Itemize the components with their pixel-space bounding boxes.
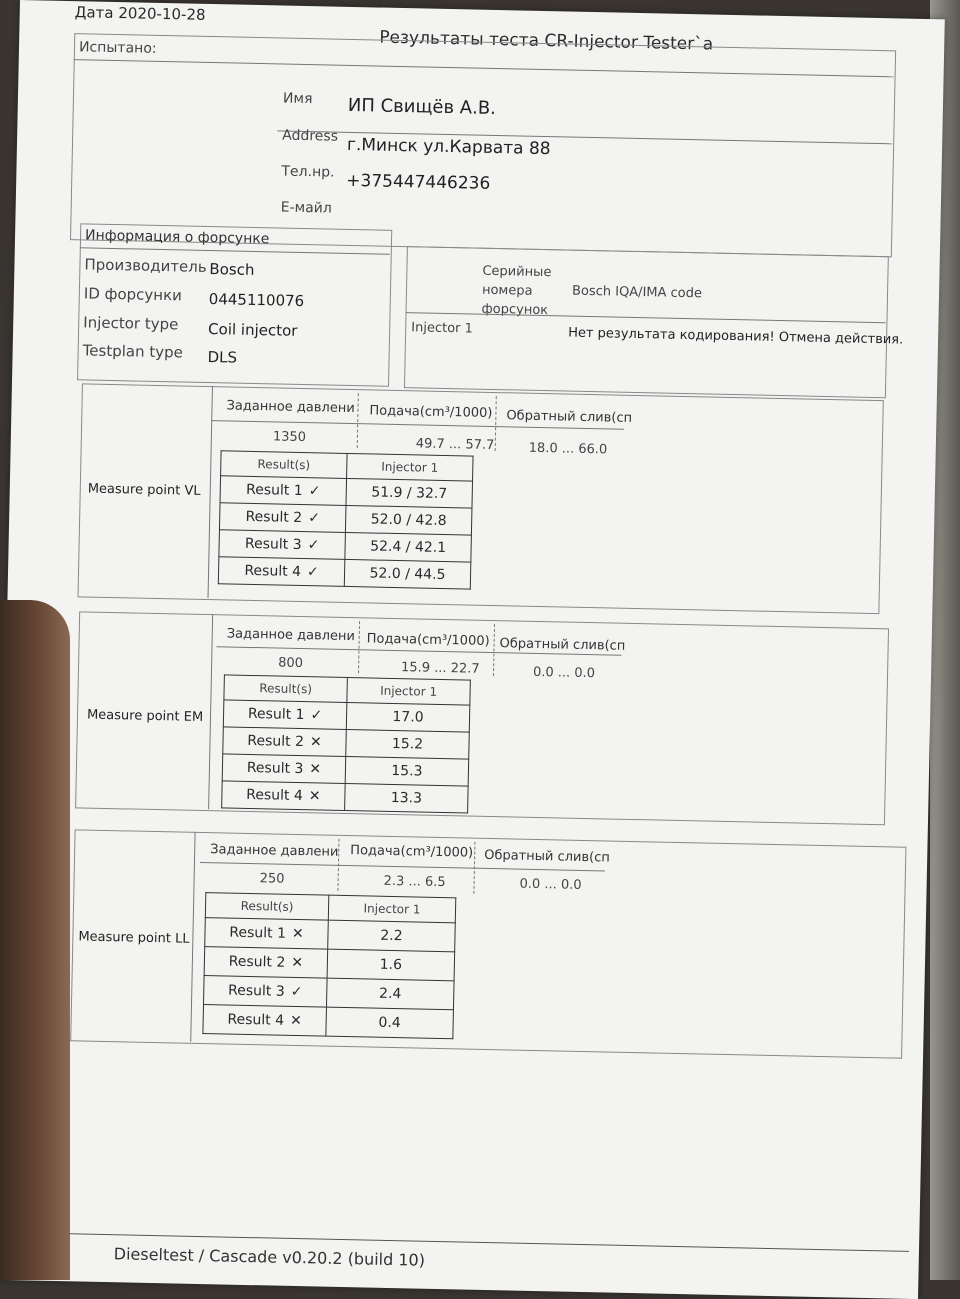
- pressure-header: Заданное давлени: [226, 626, 356, 645]
- result-value: 52.0 / 42.8: [345, 505, 472, 535]
- delivery-header: Подача(cm³/1000): [366, 631, 490, 649]
- delivery-value: 2.3 ... 6.5: [383, 873, 446, 891]
- background-hand: [0, 600, 70, 1280]
- serial-injector-label: Injector 1: [411, 320, 474, 337]
- result-label-cell: [204, 976, 328, 1008]
- pressure-header: Заданное давлени: [226, 398, 355, 417]
- cross-icon: ✕: [308, 788, 321, 805]
- pressure-value: 800: [278, 655, 304, 672]
- results-table: [202, 892, 456, 1039]
- customer-phone: +375447446236: [346, 170, 491, 194]
- result-label-cell: [204, 947, 328, 979]
- result-value: 2.2: [328, 920, 456, 952]
- result-value: 2.4: [326, 978, 454, 1010]
- results-table: [221, 674, 471, 813]
- customer-address: г.Минск ул.Карвата 88: [346, 134, 551, 160]
- serial-heading-line: Серийные: [482, 263, 552, 281]
- result-label-cell: [203, 1005, 327, 1037]
- result-label: Result 1: [245, 481, 303, 500]
- result-value: 1.6: [327, 949, 455, 981]
- injector-id-value: 0445110076: [208, 290, 305, 311]
- cross-icon: ✕: [291, 925, 304, 943]
- check-icon: ✓: [307, 510, 321, 527]
- cross-icon: ✕: [309, 734, 322, 751]
- check-icon: ✓: [308, 483, 321, 500]
- measure-point-name: Measure point LL: [78, 929, 190, 947]
- return-header: Обратный слив(сп: [506, 408, 633, 426]
- result-label-cell: [223, 727, 347, 757]
- cross-icon: ✕: [309, 761, 322, 778]
- results-header: Result(s): [221, 451, 347, 479]
- injector-header: Injector 1: [347, 678, 470, 706]
- testplan-label: Testplan type: [82, 341, 184, 362]
- serial-heading: [481, 262, 551, 320]
- date: [75, 3, 206, 24]
- result-label: Result 3: [244, 535, 302, 554]
- result-label-cell: [218, 557, 345, 587]
- result-label: Result 1: [229, 924, 287, 942]
- injector-header: Injector 1: [347, 453, 473, 481]
- email-label: E-майл: [280, 199, 332, 217]
- result-label: Result 2: [247, 732, 305, 751]
- measure-point-ll-box: [70, 829, 906, 1058]
- return-header: Обратный слив(сп: [484, 847, 610, 866]
- delivery-header: Подача(cm³/1000): [369, 403, 493, 421]
- result-label: Result 2: [245, 508, 303, 527]
- return-value: 0.0 ... 0.0: [519, 876, 582, 893]
- result-label-cell: [219, 503, 346, 533]
- name-label: Имя: [282, 90, 313, 108]
- return-value: 18.0 ... 66.0: [528, 440, 608, 458]
- check-icon: ✓: [310, 707, 323, 724]
- result-value: 52.4 / 42.1: [345, 532, 472, 562]
- results-header: Result(s): [224, 675, 347, 703]
- result-label: Result 4: [227, 1011, 285, 1029]
- pressure-value: 1350: [272, 429, 307, 446]
- results-header: Result(s): [205, 893, 328, 921]
- cross-icon: ✕: [291, 954, 304, 972]
- delivery-value: 15.9 ... 22.7: [400, 660, 480, 677]
- pressure-value: 250: [259, 871, 285, 887]
- coding-result: Нет результата кодирования! Отмена действия.: [567, 325, 904, 348]
- result-label-cell: [219, 530, 346, 560]
- result-label: Result 4: [244, 562, 302, 581]
- delivery-value: 49.7 ... 57.7: [415, 436, 495, 454]
- measure-point-name: Measure point EM: [86, 707, 204, 725]
- date-label: Дата: [74, 3, 114, 22]
- result-value: 13.3: [345, 783, 469, 813]
- injector-type-value: Coil injector: [207, 320, 298, 340]
- testplan-value: DLS: [207, 348, 238, 367]
- cross-icon: ✕: [289, 1012, 303, 1030]
- table-row: [218, 557, 471, 589]
- result-value: 52.0 / 44.5: [344, 559, 471, 589]
- date-value: 2020-10-28: [118, 4, 206, 24]
- manufacturer-value: Bosch: [209, 260, 255, 279]
- customer-name: ИП Свищёв А.В.: [347, 94, 497, 119]
- address-label: Address: [282, 127, 339, 145]
- table-row: [203, 1005, 454, 1039]
- result-label: Result 4: [246, 786, 303, 805]
- result-label-cell: [205, 918, 329, 950]
- delivery-header: Подача(cm³/1000): [350, 843, 474, 861]
- injector-type-label: Injector type: [83, 313, 179, 334]
- serial-box: [404, 246, 889, 398]
- return-value: 0.0 ... 0.0: [532, 664, 596, 682]
- code-heading: Bosch IQA/IMA code: [571, 283, 703, 302]
- result-label: Result 1: [247, 705, 305, 724]
- table-row: [222, 781, 469, 813]
- result-value: 51.9 / 32.7: [346, 478, 473, 508]
- pressure-header: Заданное давлени: [210, 842, 339, 860]
- check-icon: ✓: [307, 537, 320, 554]
- result-value: 15.3: [345, 756, 469, 786]
- result-label: Result 3: [246, 759, 304, 778]
- injector-id-label: ID форсунки: [83, 284, 183, 305]
- footer-text: Dieseltest / Cascade v0.20.2 (build 10): [113, 1244, 426, 1270]
- tested-label: Испытано:: [78, 39, 157, 57]
- results-table: [218, 450, 474, 589]
- serial-heading-line: номера: [481, 282, 533, 299]
- injector-header: Injector 1: [328, 895, 455, 923]
- result-label-cell: [222, 754, 346, 784]
- page-title: Результаты теста CR-Injector Tester`a: [379, 27, 714, 55]
- check-icon: ✓: [290, 983, 303, 1001]
- result-label: Result 3: [227, 982, 285, 1000]
- manufacturer-label: Производитель: [84, 255, 207, 276]
- result-value: 17.0: [346, 702, 470, 732]
- result-label: Result 2: [228, 953, 286, 971]
- phone-label: Тел.нр.: [281, 163, 335, 181]
- serial-heading-line: форсунок: [481, 301, 549, 319]
- result-label-cell: [223, 700, 347, 730]
- result-value: 15.2: [346, 729, 470, 759]
- injector-info-heading: Информация о форсунке: [84, 227, 270, 248]
- result-value: 0.4: [326, 1007, 454, 1039]
- result-label-cell: [222, 781, 346, 811]
- check-icon: ✓: [306, 564, 319, 581]
- measure-point-name: Measure point VL: [87, 481, 201, 499]
- result-label-cell: [220, 476, 347, 506]
- return-header: Обратный слив(сп: [499, 636, 626, 654]
